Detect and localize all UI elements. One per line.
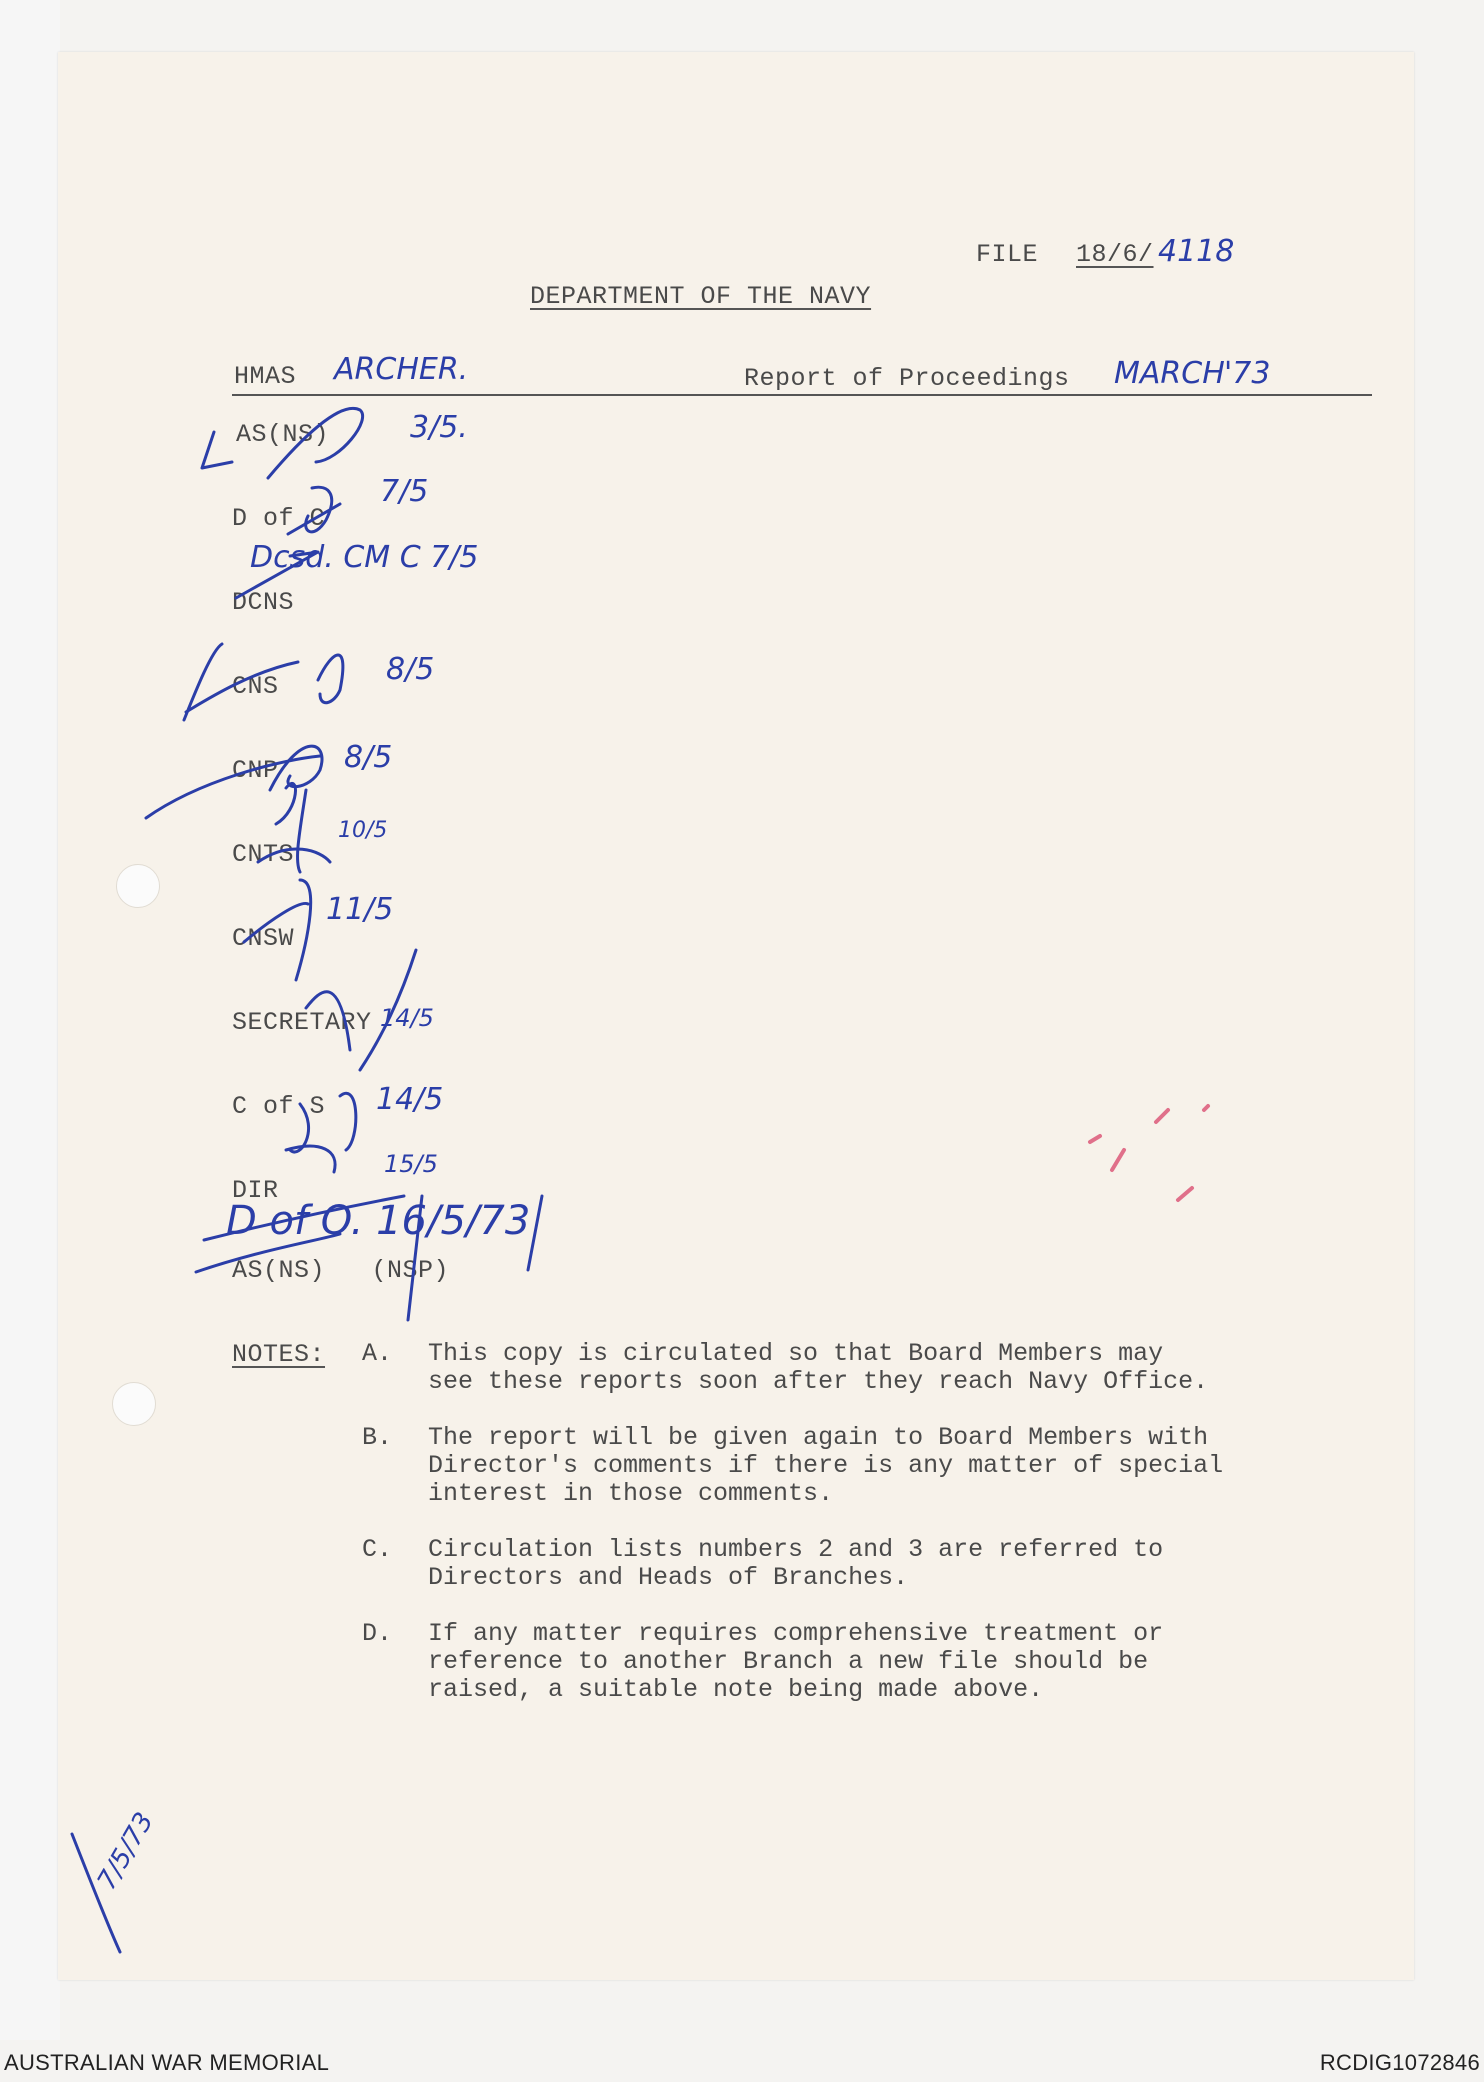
notes-label: NOTES:	[232, 1340, 326, 1369]
circulation-annotation: 10/5	[338, 818, 388, 843]
punch-hole-lower	[112, 1382, 156, 1426]
circulation-code: D of C	[232, 504, 326, 533]
report-label: Report of Proceedings	[744, 364, 1070, 393]
circulation-annotation: 11/5	[326, 892, 394, 927]
circulation-annotation: 3/5.	[410, 410, 468, 445]
note-text: If any matter requires comprehensive treatment or reference to another Branch a new file should be raised, a suitable note being made above.	[428, 1619, 1164, 1704]
footer-identifier: RCDIG1072846	[1319, 2050, 1480, 2075]
header-rule	[232, 394, 1372, 396]
hmas-label: HMAS	[234, 362, 297, 391]
circulation-code: DCNS	[232, 588, 295, 617]
bottom-annotation: 7/5/73	[92, 1807, 160, 1895]
circulation-annotation: Dcsd. CM C 7/5	[250, 540, 479, 575]
file-label: FILE	[976, 240, 1039, 269]
note-text: Circulation lists numbers 2 and 3 are referred to Directors and Heads of Branches.	[428, 1535, 1164, 1592]
punch-hole-upper	[116, 864, 160, 908]
circulation-annotation: 15/5	[384, 1150, 438, 1178]
file-number: 18/6/	[1076, 240, 1154, 269]
report-year: '73	[1224, 356, 1271, 391]
note-letter: A.	[362, 1339, 393, 1368]
report-period: MARCH	[1114, 356, 1225, 391]
note-text: The report will be given again to Board Members with Director's comments if there is any matter of special interest in those comments.	[428, 1423, 1224, 1508]
circulation-code: CNSW	[232, 924, 295, 953]
ship-name: ARCHER.	[334, 352, 469, 387]
circulation-code: AS(NS) (NSP)	[232, 1256, 450, 1285]
note-letter: D.	[362, 1619, 393, 1648]
circulation-code: CNTS	[232, 840, 295, 869]
circulation-code: CNP	[232, 756, 279, 785]
note-letter: B.	[362, 1423, 393, 1452]
note-text: This copy is circulated so that Board Members may see these reports soon after they reach Navy Office.	[428, 1339, 1209, 1396]
circulation-code: C of S	[232, 1092, 326, 1121]
circulation-code: AS(NS)	[236, 420, 330, 449]
circulation-annotation: 8/5	[386, 652, 435, 687]
circulation-annotation: 8/5	[344, 740, 393, 775]
footer-source: AUSTRALIAN WAR MEMORIAL	[4, 2050, 330, 2075]
department-heading: DEPARTMENT OF THE NAVY	[530, 282, 872, 311]
circulation-annotation: 14/5	[380, 1004, 434, 1032]
circulation-annotation: 14/5	[376, 1082, 444, 1117]
scan-margin	[0, 0, 60, 2040]
circulation-code: DIR	[232, 1176, 279, 1205]
note-letter: C.	[362, 1535, 393, 1564]
circulation-code: SECRETARY	[232, 1008, 372, 1037]
circulation-annotation: 7/5	[380, 474, 429, 509]
file-number-handwritten: 4118	[1158, 234, 1235, 269]
circulation-annotation: D of O. 16/5/73	[226, 1198, 531, 1244]
circulation-code: CNS	[232, 672, 279, 701]
